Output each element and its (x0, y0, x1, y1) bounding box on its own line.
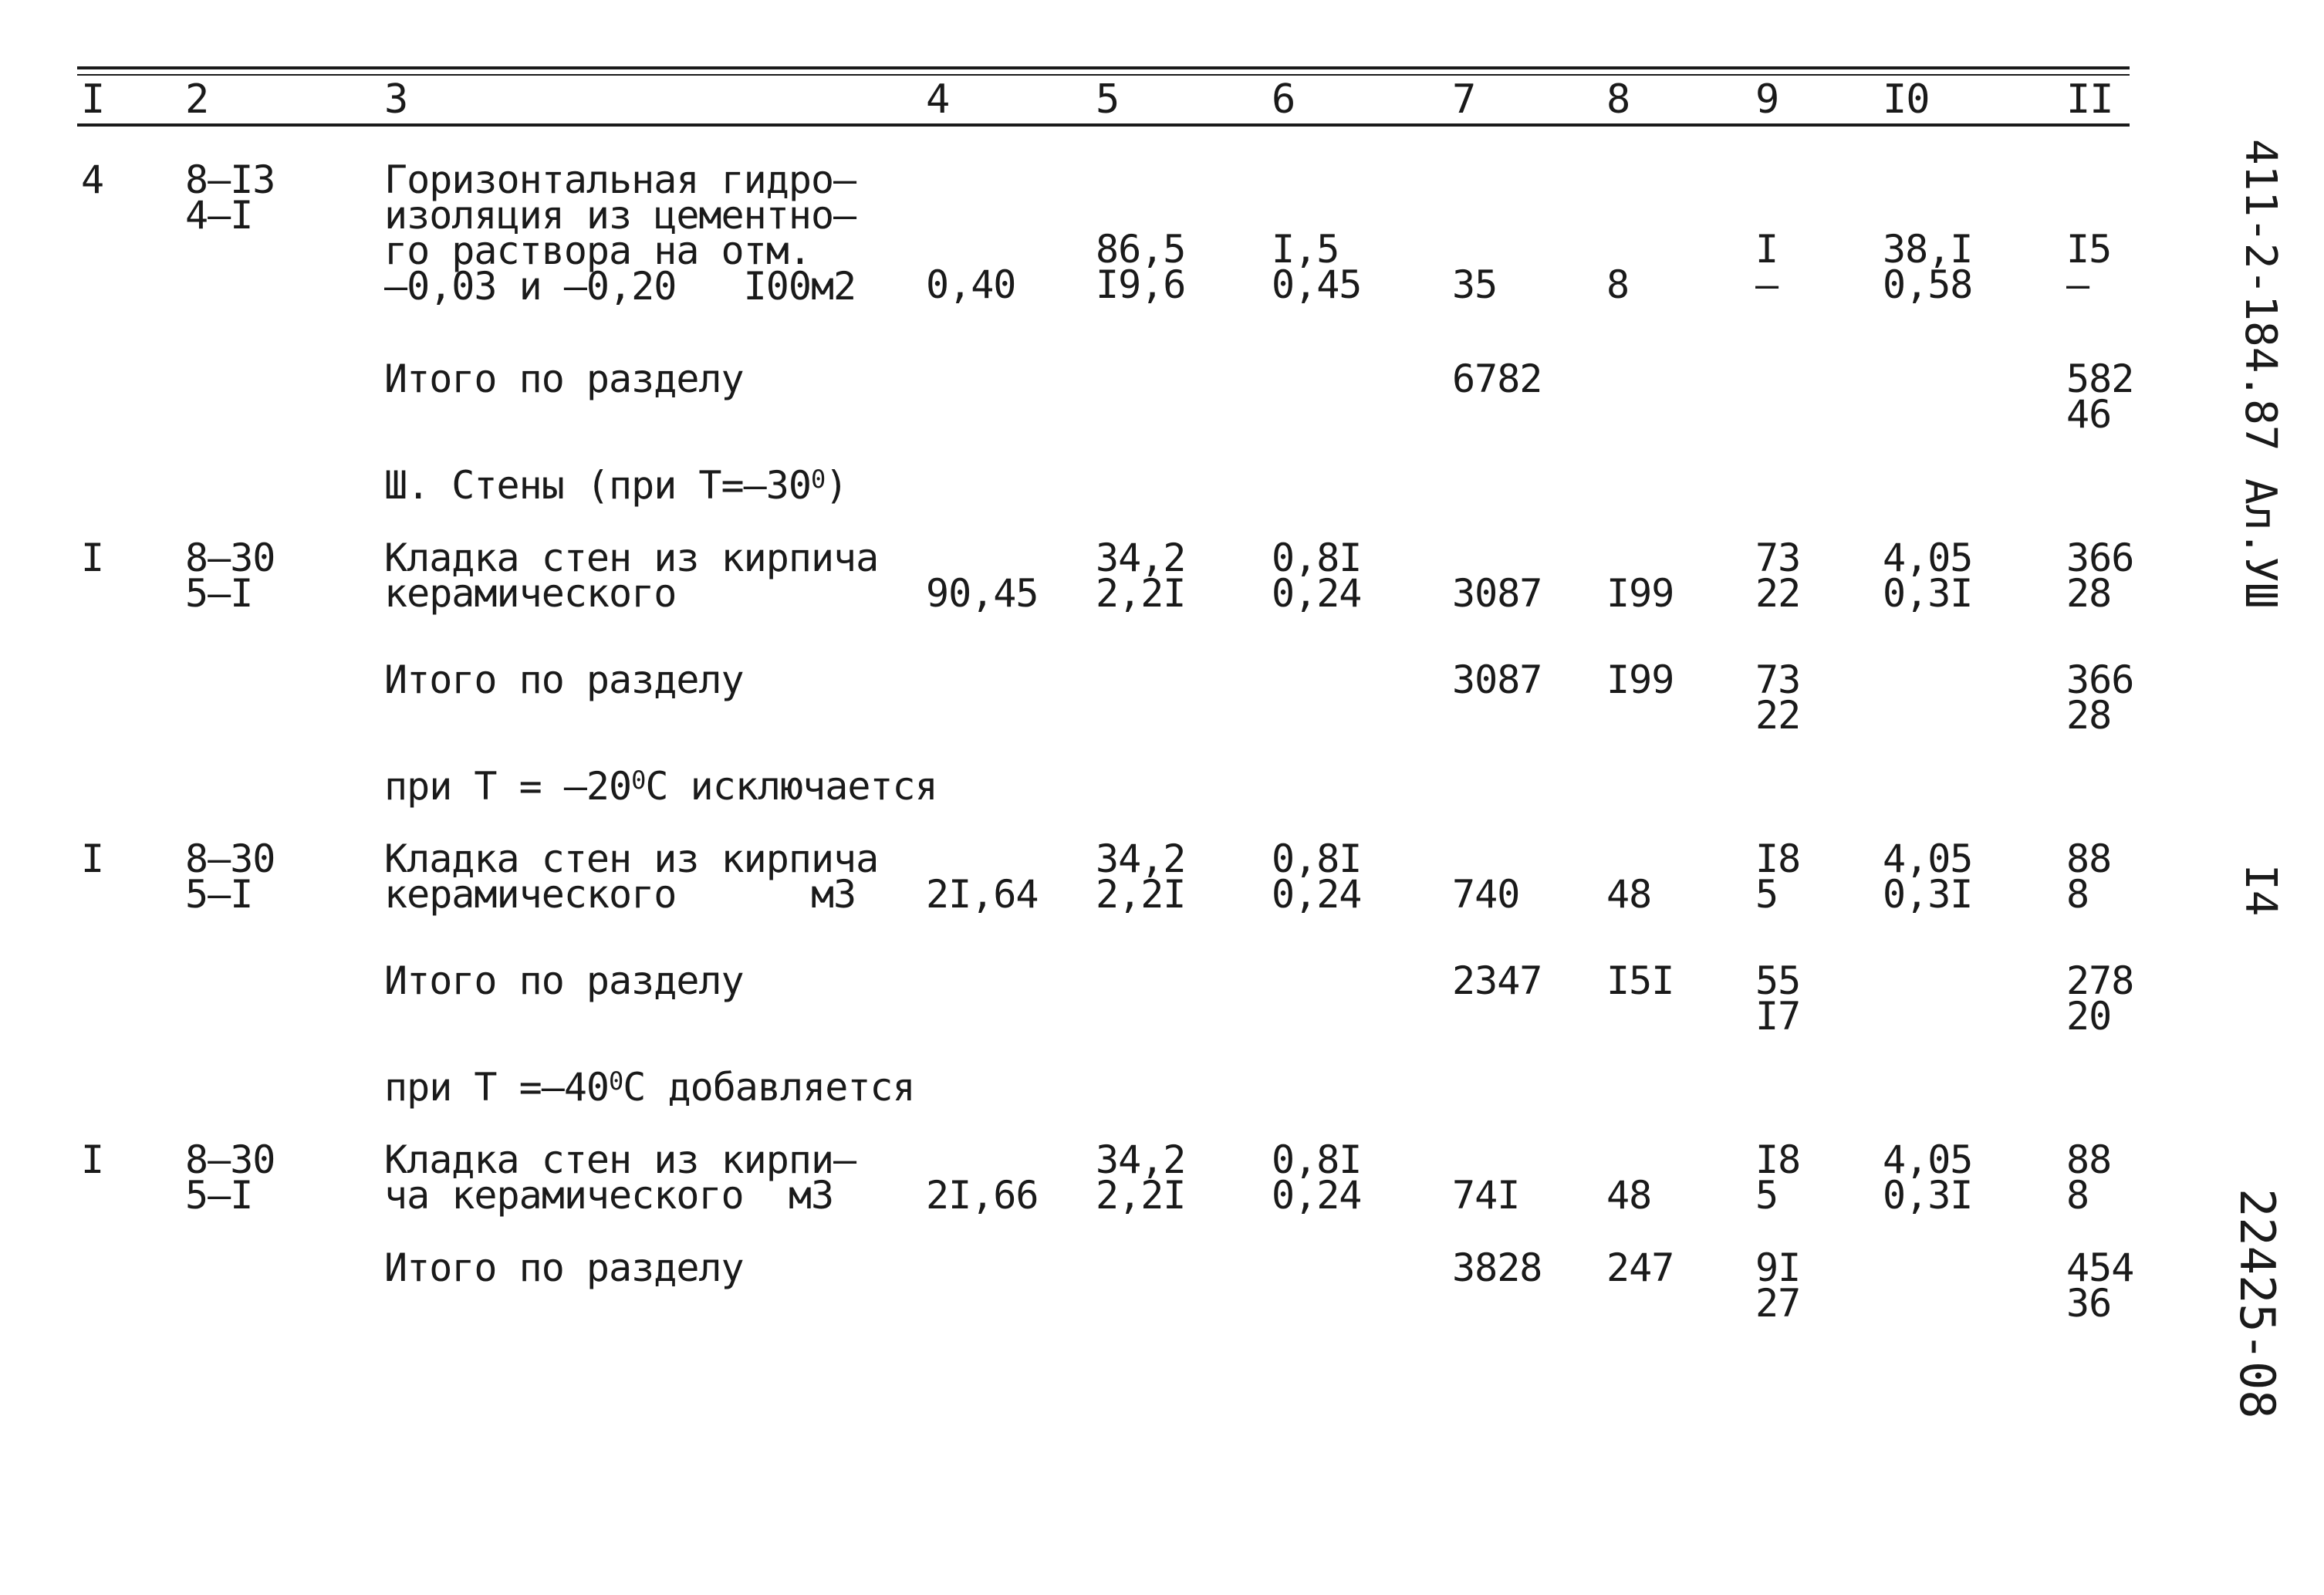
row3-c6-a: 0,8I (1272, 836, 1362, 881)
total4-c9 (1755, 1245, 1801, 1326)
row1-qty: 0,40 (926, 262, 1016, 307)
total2-c11-b: 28 (2066, 693, 2112, 738)
note-excluded (384, 764, 937, 809)
total3-c9 (1755, 958, 1801, 1039)
col-header-4: 4 (926, 76, 950, 123)
top-rule-inner (77, 74, 2130, 76)
row3-desc-line2: керамического м3 (384, 872, 856, 917)
col-header-5: 5 (1096, 76, 1120, 123)
row4-c10-a: 4,05 (1883, 1137, 1973, 1182)
row2-c11-a: 366 (2066, 536, 2134, 580)
row2-c11-b: 28 (2066, 571, 2112, 616)
row3-c8: 48 (1606, 872, 1652, 917)
total4-label: Итого по разделу (384, 1245, 744, 1290)
total3-c8: I5I (1606, 958, 1674, 1003)
row2-c9 (1755, 536, 1801, 616)
row4-c8: 48 (1606, 1173, 1652, 1218)
row1-desc-line1: Горизонтальная гидро– (384, 157, 856, 202)
row1-c6-a: I,5 (1272, 227, 1339, 272)
total1-label: Итого по разделу (384, 357, 744, 401)
total3-c9-a: 55 (1755, 958, 1801, 1003)
row4-c9-b: 5 (1755, 1173, 1778, 1218)
total4-c11-b: 36 (2066, 1281, 2112, 1326)
row3-c10-b: 0,3I (1883, 872, 1973, 917)
row4-c6-b: 0,24 (1272, 1173, 1362, 1218)
header-rule (77, 123, 2130, 127)
row1-c5 (1096, 227, 1186, 307)
section-heading-sup: 0 (810, 465, 826, 494)
row1-c11 (2066, 227, 2112, 307)
margin-page-number: I4 (2235, 864, 2285, 917)
row4-qty: 2I,66 (926, 1173, 1039, 1218)
row1-desc-line3: го раствора на отм. (384, 228, 811, 273)
row2-c10 (1883, 536, 1973, 616)
note-added (384, 1065, 915, 1110)
row2-qty: 90,45 (926, 571, 1039, 616)
row4-c9 (1755, 1137, 1801, 1218)
row1-c10-b: 0,58 (1883, 262, 1973, 307)
row4-description (384, 1137, 856, 1218)
total4-c8: 247 (1606, 1245, 1674, 1290)
row4-c7: 74I (1452, 1173, 1520, 1218)
row1-code-b: 4–I (185, 193, 253, 238)
col-header-2: 2 (185, 76, 209, 123)
col-header-1: I (81, 76, 105, 123)
col-header-10: I0 (1883, 76, 1930, 123)
row2-c10-a: 4,05 (1883, 536, 1973, 580)
margin-inventory-number: 22425-08 (2229, 1188, 2285, 1419)
row1-c10 (1883, 227, 1973, 307)
row3-num: I (81, 836, 104, 881)
col-header-3: 3 (384, 76, 408, 123)
total1-c11-a: 582 (2066, 357, 2134, 401)
total4-c9-a: 9I (1755, 1245, 1801, 1290)
row1-c10-a: 38,I (1883, 227, 1973, 272)
row2-c11 (2066, 536, 2134, 616)
row3-c5-b: 2,2I (1096, 872, 1186, 917)
row4-desc-line2: ча керамического м3 (384, 1173, 834, 1218)
note-added-suffix: С добавляется (623, 1065, 915, 1110)
row4-c6-a: 0,8I (1272, 1137, 1362, 1182)
row3-c10-a: 4,05 (1883, 836, 1973, 881)
row3-c11 (2066, 836, 2112, 917)
row3-c6-b: 0,24 (1272, 872, 1362, 917)
total3-label: Итого по разделу (384, 958, 744, 1003)
row1-num: 4 (81, 157, 104, 202)
row4-c11-a: 88 (2066, 1137, 2112, 1182)
row1-c9-b: – (1755, 262, 1778, 307)
note-added-sup: 0 (609, 1066, 623, 1096)
row3-code-b: 5–I (185, 872, 253, 917)
note-excluded-text: при Т = –20 (384, 764, 632, 809)
row2-c5-b: 2,2I (1096, 571, 1186, 616)
row2-code-a: 8–30 (185, 536, 275, 580)
total2-c11 (2066, 657, 2134, 738)
row2-code-b: 5–I (185, 571, 253, 616)
row1-c11-b: – (2066, 262, 2089, 307)
row1-desc-line4: –0,03 и –0,20 I00м2 (384, 264, 856, 309)
row2-desc-line1: Кладка стен из кирпича (384, 536, 879, 580)
col-header-11: II (2066, 76, 2113, 123)
total4-c9-b: 27 (1755, 1281, 1801, 1326)
row4-c5-a: 34,2 (1096, 1137, 1186, 1182)
row1-code-a: 8–I3 (185, 157, 275, 202)
row2-c7: 3087 (1452, 571, 1542, 616)
row4-c10 (1883, 1137, 1973, 1218)
row1-c6 (1272, 227, 1362, 307)
row4-c5-b: 2,2I (1096, 1173, 1186, 1218)
total1-c11 (2066, 357, 2134, 437)
row2-description (384, 536, 879, 616)
total3-c7: 2347 (1452, 958, 1542, 1003)
total3-c11-a: 278 (2066, 958, 2134, 1003)
row1-c8: 8 (1606, 262, 1630, 307)
row2-code (185, 536, 275, 616)
row1-description (384, 157, 856, 309)
row3-c11-b: 8 (2066, 872, 2089, 917)
row3-description (384, 836, 879, 917)
row4-c5 (1096, 1137, 1186, 1218)
row1-c7: 35 (1452, 262, 1498, 307)
total2-c9 (1755, 657, 1801, 738)
row4-c11-b: 8 (2066, 1173, 2089, 1218)
row3-code-a: 8–30 (185, 836, 275, 881)
row3-c6 (1272, 836, 1362, 917)
row2-c8: I99 (1606, 571, 1674, 616)
row2-c9-b: 22 (1755, 571, 1801, 616)
row3-c5-a: 34,2 (1096, 836, 1186, 881)
total1-c7: 6782 (1452, 357, 1542, 401)
total2-c11-a: 366 (2066, 657, 2134, 702)
total3-c11 (2066, 958, 2134, 1039)
row4-code-b: 5–I (185, 1173, 253, 1218)
row1-desc-line2: изоляция из цементно– (384, 193, 856, 238)
row4-c9-a: I8 (1755, 1137, 1801, 1182)
section-heading-text: Ш. Стены (при Т=–30 (384, 463, 811, 508)
row2-c10-b: 0,3I (1883, 571, 1973, 616)
row2-c6-b: 0,24 (1272, 571, 1362, 616)
total2-label: Итого по разделу (384, 657, 744, 702)
top-rule (77, 66, 2130, 69)
section-heading-walls (384, 463, 848, 508)
row3-code (185, 836, 275, 917)
row3-c9-b: 5 (1755, 872, 1778, 917)
row4-c10-b: 0,3I (1883, 1173, 1973, 1218)
row2-desc-line2: керамического (384, 571, 677, 616)
row3-c7: 740 (1452, 872, 1520, 917)
row3-desc-line1: Кладка стен из кирпича (384, 836, 879, 881)
row1-c5-b: I9,6 (1096, 262, 1186, 307)
row2-c5 (1096, 536, 1186, 616)
total3-c9-b: I7 (1755, 994, 1801, 1039)
row1-c11-a: I5 (2066, 227, 2112, 272)
col-header-6: 6 (1272, 76, 1295, 123)
total2-c9-b: 22 (1755, 693, 1801, 738)
total4-c7: 3828 (1452, 1245, 1542, 1290)
row4-code (185, 1137, 275, 1218)
note-excluded-suffix: С исключается (645, 764, 937, 809)
row2-c6-a: 0,8I (1272, 536, 1362, 580)
note-added-text: при Т =–40 (384, 1065, 610, 1110)
row2-c6 (1272, 536, 1362, 616)
total2-c8: I99 (1606, 657, 1674, 702)
margin-doc-code: 411-2-184.87 (2235, 139, 2285, 451)
row3-c5 (1096, 836, 1186, 917)
row4-code-a: 8–30 (185, 1137, 275, 1182)
col-header-7: 7 (1452, 76, 1476, 123)
row1-c9-a: I (1755, 227, 1778, 272)
row1-c9 (1755, 227, 1778, 307)
row3-c9-a: I8 (1755, 836, 1801, 881)
margin-album: Ал.УШ (2235, 478, 2285, 609)
row1-code (185, 157, 275, 238)
row2-c5-a: 34,2 (1096, 536, 1186, 580)
row4-c6 (1272, 1137, 1362, 1218)
row2-c9-a: 73 (1755, 536, 1801, 580)
col-header-9: 9 (1755, 76, 1779, 123)
total1-c11-b: 46 (2066, 392, 2112, 437)
row3-qty: 2I,64 (926, 872, 1039, 917)
row1-c6-b: 0,45 (1272, 262, 1362, 307)
total2-c7: 3087 (1452, 657, 1542, 702)
total4-c11 (2066, 1245, 2134, 1326)
total2-c9-a: 73 (1755, 657, 1801, 702)
section-heading-suffix: ) (825, 463, 848, 508)
row3-c11-a: 88 (2066, 836, 2112, 881)
note-excluded-sup: 0 (631, 765, 646, 795)
row2-num: I (81, 536, 104, 580)
row3-c10 (1883, 836, 1973, 917)
row4-c11 (2066, 1137, 2112, 1218)
col-header-8: 8 (1606, 76, 1630, 123)
row1-c5-a: 86,5 (1096, 227, 1186, 272)
row4-desc-line1: Кладка стен из кирпи– (384, 1137, 856, 1182)
total4-c11-a: 454 (2066, 1245, 2134, 1290)
row4-num: I (81, 1137, 104, 1182)
row3-c9 (1755, 836, 1801, 917)
total3-c11-b: 20 (2066, 994, 2112, 1039)
